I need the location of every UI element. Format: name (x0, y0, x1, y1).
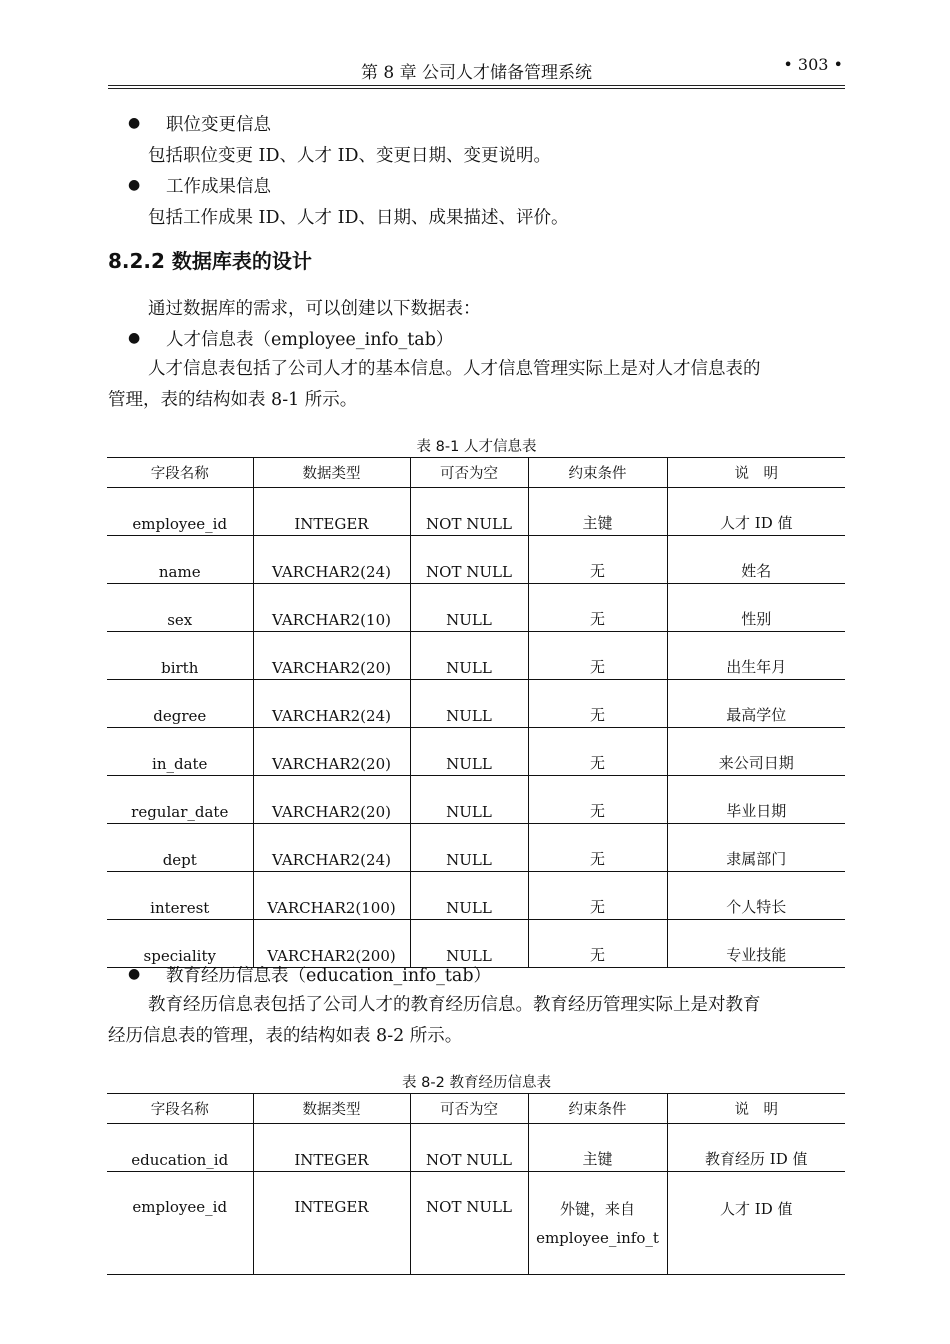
table-cell: 无 (528, 824, 667, 872)
table-cell: VARCHAR2(24) (253, 680, 410, 728)
table-cell: VARCHAR2(24) (253, 536, 410, 584)
section-heading: 8.2.2 数据库表的设计 (108, 249, 312, 273)
table-cell: regular_date (107, 776, 253, 824)
employee-info-table (107, 457, 845, 968)
paragraph: 人才信息表包括了公司人才的基本信息。人才信息管理实际上是对人才信息表的 (148, 359, 761, 379)
column-header: 数据类型 (253, 1094, 410, 1124)
table-cell (528, 1172, 667, 1275)
table-cell: VARCHAR2(24) (253, 824, 410, 872)
column-header: 说 明 (667, 458, 845, 488)
table-cell: VARCHAR2(20) (253, 776, 410, 824)
header-rule (108, 85, 845, 86)
table-cell: speciality (107, 920, 253, 968)
column-header: 字段名称 (107, 1094, 253, 1124)
table-cell: NULL (410, 584, 528, 632)
table-cell: 毕业日期 (667, 776, 845, 824)
table-cell: name (107, 536, 253, 584)
table-cell: 最高学位 (667, 680, 845, 728)
table-row (107, 776, 845, 824)
paragraph: 通过数据库的需求，可以创建以下数据表： (148, 299, 481, 319)
table-cell: VARCHAR2(20) (253, 728, 410, 776)
table-cell: 无 (528, 680, 667, 728)
table-cell: NOT NULL (410, 488, 528, 536)
table-cell: 性别 (667, 584, 845, 632)
bullet-icon: ● (128, 966, 141, 982)
table-cell: NULL (410, 920, 528, 968)
table-cell: NULL (410, 728, 528, 776)
table-cell: 主键 (528, 488, 667, 536)
constraint-line-1: 外键，来自 (559, 1200, 635, 1218)
chapter-title: 第 8 章 公司人才储备管理系统 (360, 63, 593, 83)
table-cell: NULL (410, 872, 528, 920)
bullet-icon: ● (128, 330, 141, 346)
table-cell: in_date (107, 728, 253, 776)
table-cell: 主键 (528, 1124, 667, 1172)
table-cell: INTEGER (253, 1172, 410, 1275)
column-header: 字段名称 (107, 458, 253, 488)
table-cell: 无 (528, 872, 667, 920)
bullet-title: 工作成果信息 (166, 177, 271, 197)
constraint-line-2: employee_info_t (536, 1229, 659, 1247)
column-header: 约束条件 (528, 1094, 667, 1124)
table-cell: INTEGER (253, 488, 410, 536)
table-cell: VARCHAR2(10) (253, 584, 410, 632)
paragraph: 教育经历信息表包括了公司人才的教育经历信息。教育经历管理实际上是对教育 (148, 995, 761, 1015)
table-row (107, 920, 845, 968)
table-cell: employee_id (107, 1172, 253, 1275)
table-header-row (107, 458, 845, 488)
table-cell: NULL (410, 824, 528, 872)
column-header: 数据类型 (253, 458, 410, 488)
bullet-icon: ● (128, 115, 141, 131)
table-cell: NULL (410, 680, 528, 728)
table-row (107, 680, 845, 728)
bullet-title: 教育经历信息表（education_info_tab） (166, 966, 492, 986)
table-cell: NOT NULL (410, 1172, 528, 1275)
paragraph: 包括职位变更 ID、人才 ID、变更日期、变更说明。 (148, 146, 552, 166)
running-header (108, 54, 845, 84)
table-cell: VARCHAR2(200) (253, 920, 410, 968)
table-row (107, 584, 845, 632)
table-cell: NOT NULL (410, 1124, 528, 1172)
table-cell: 个人特长 (667, 872, 845, 920)
column-header: 说 明 (667, 1094, 845, 1124)
table-cell: birth (107, 632, 253, 680)
table-row (107, 872, 845, 920)
table-cell: NOT NULL (410, 536, 528, 584)
table-cell: employee_id (107, 488, 253, 536)
table-cell: interest (107, 872, 253, 920)
column-header: 可否为空 (410, 458, 528, 488)
table-header-row (107, 1094, 845, 1124)
table-cell: 出生年月 (667, 632, 845, 680)
table-cell: 来公司日期 (667, 728, 845, 776)
table-cell: 专业技能 (667, 920, 845, 968)
column-header: 约束条件 (528, 458, 667, 488)
bullet-title: 职位变更信息 (166, 115, 271, 135)
table-cell: NULL (410, 632, 528, 680)
table-row (107, 1124, 845, 1172)
table-cell: 姓名 (667, 536, 845, 584)
column-header: 可否为空 (410, 1094, 528, 1124)
header-rule-thin (108, 88, 845, 89)
bullet-title: 人才信息表（employee_info_tab） (166, 330, 454, 350)
page-number: • 303 • (783, 55, 843, 74)
table-row (107, 632, 845, 680)
paragraph: 管理，表的结构如表 8-1 所示。 (108, 390, 358, 410)
table-cell: NULL (410, 776, 528, 824)
table-caption: 表 8-2 教育经历信息表 (402, 1075, 551, 1091)
paragraph: 包括工作成果 ID、人才 ID、日期、成果描述、评价。 (148, 208, 569, 228)
table-cell: 无 (528, 728, 667, 776)
table-cell: 人才 ID 值 (667, 488, 845, 536)
table-cell: 无 (528, 776, 667, 824)
table-cell: VARCHAR2(20) (253, 632, 410, 680)
table-cell: 无 (528, 536, 667, 584)
education-info-table (107, 1093, 845, 1275)
table-row (107, 728, 845, 776)
table-cell: degree (107, 680, 253, 728)
table-cell: sex (107, 584, 253, 632)
table-row (107, 536, 845, 584)
table-cell: VARCHAR2(100) (253, 872, 410, 920)
table-cell: 隶属部门 (667, 824, 845, 872)
table-cell: education_id (107, 1124, 253, 1172)
table-row (107, 1172, 845, 1275)
table-cell: 无 (528, 584, 667, 632)
paragraph: 经历信息表的管理，表的结构如表 8-2 所示。 (108, 1026, 463, 1046)
table-cell: 人才 ID 值 (667, 1172, 845, 1275)
table-row (107, 488, 845, 536)
table-cell: 无 (528, 632, 667, 680)
bullet-icon: ● (128, 177, 141, 193)
table-cell: INTEGER (253, 1124, 410, 1172)
table-cell: 教育经历 ID 值 (667, 1124, 845, 1172)
table-cell: dept (107, 824, 253, 872)
table-row (107, 824, 845, 872)
table-cell: 无 (528, 920, 667, 968)
table-caption: 表 8-1 人才信息表 (416, 439, 537, 455)
